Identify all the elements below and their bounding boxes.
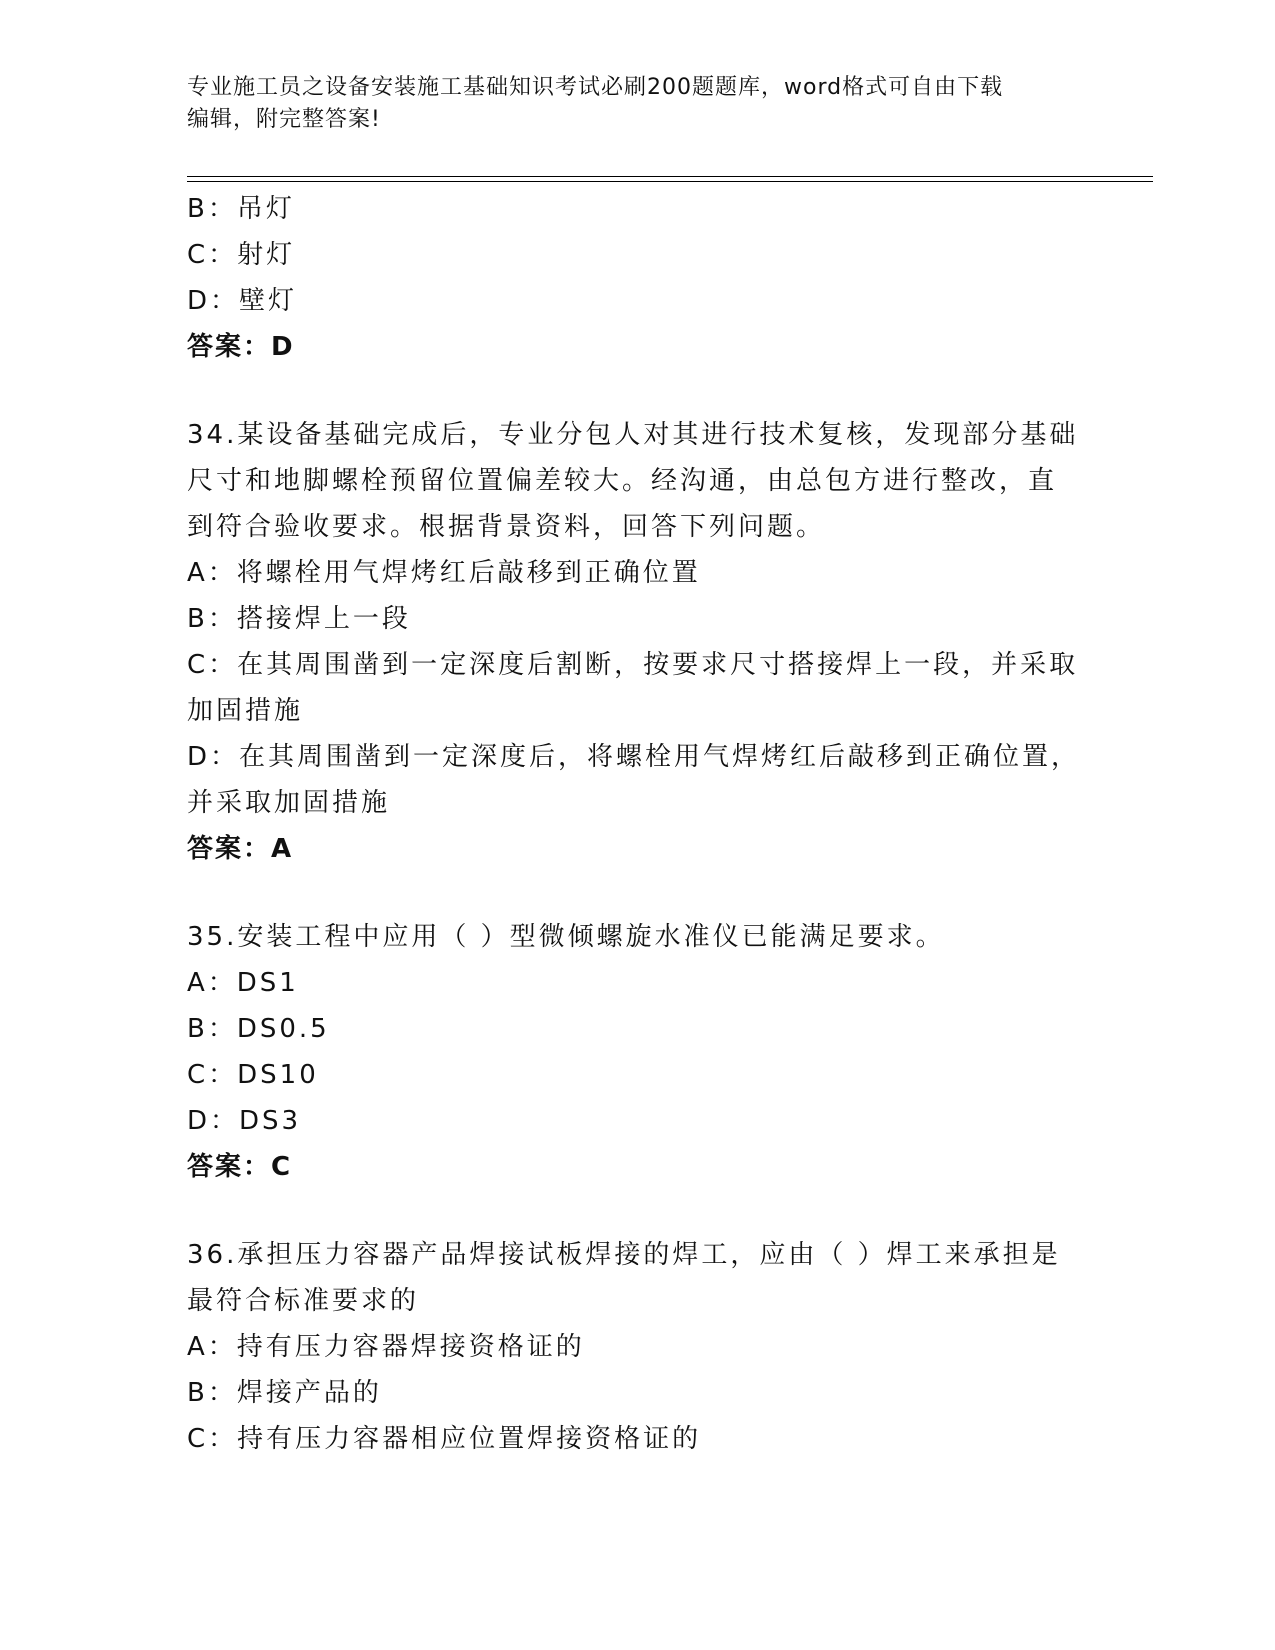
question-stem-line: 到符合验收要求。根据背景资料，回答下列问题。: [187, 512, 826, 542]
question-stem-line: 34.某设备基础完成后，专业分包人对其进行技术复核，发现部分基础: [187, 420, 1079, 450]
question-stem-line: 最符合标准要求的: [187, 1286, 420, 1316]
option-a: A：DS1: [187, 968, 299, 998]
option-c: C：在其周围凿到一定深度后割断，按要求尺寸搭接焊上一段，并采取: [187, 650, 1079, 680]
answer: 答案：A: [187, 834, 294, 864]
option-c-continued: 加固措施: [187, 696, 304, 726]
option-c: C：射灯: [187, 240, 296, 270]
question-stem-line: 尺寸和地脚螺栓预留位置偏差较大。经沟通，由总包方进行整改，直: [187, 466, 1058, 496]
header-divider-top: [187, 176, 1153, 177]
option-b: B：吊灯: [187, 194, 295, 224]
option-d: D：DS3: [187, 1106, 302, 1136]
option-c: C：DS10: [187, 1060, 319, 1090]
answer: 答案：C: [187, 1152, 293, 1182]
header-line-1: 专业施工员之设备安装施工基础知识考试必刷200题题库，word格式可自由下载: [187, 75, 1004, 100]
option-d: D：在其周围凿到一定深度后，将螺栓用气焊烤红后敲移到正确位置，: [187, 742, 1081, 772]
answer: 答案：D: [187, 332, 295, 362]
option-d: D：壁灯: [187, 286, 298, 316]
question-33: [187, 186, 1087, 370]
option-c: C：持有压力容器相应位置焊接资格证的: [187, 1424, 702, 1454]
option-a: A：将螺栓用气焊烤红后敲移到正确位置: [187, 558, 701, 588]
option-b: B：搭接焊上一段: [187, 604, 411, 634]
option-b: B：DS0.5: [187, 1014, 330, 1044]
option-d-continued: 并采取加固措施: [187, 788, 391, 818]
question-35: [187, 914, 1087, 1190]
question-36: [187, 1232, 1087, 1462]
header-line-2: 编辑，附完整答案!: [187, 107, 381, 132]
option-a: A：持有压力容器焊接资格证的: [187, 1332, 585, 1362]
question-34: [187, 412, 1087, 872]
header-divider-bottom: [187, 181, 1153, 182]
question-list: [187, 186, 1087, 1462]
question-stem-line: 35.安装工程中应用（ ）型微倾螺旋水准仪已能满足要求。: [187, 922, 945, 952]
option-b: B：焊接产品的: [187, 1378, 382, 1408]
question-stem-line: 36.承担压力容器产品焊接试板焊接的焊工，应由（ ）焊工来承担是: [187, 1240, 1061, 1270]
document-header: [187, 72, 1087, 136]
